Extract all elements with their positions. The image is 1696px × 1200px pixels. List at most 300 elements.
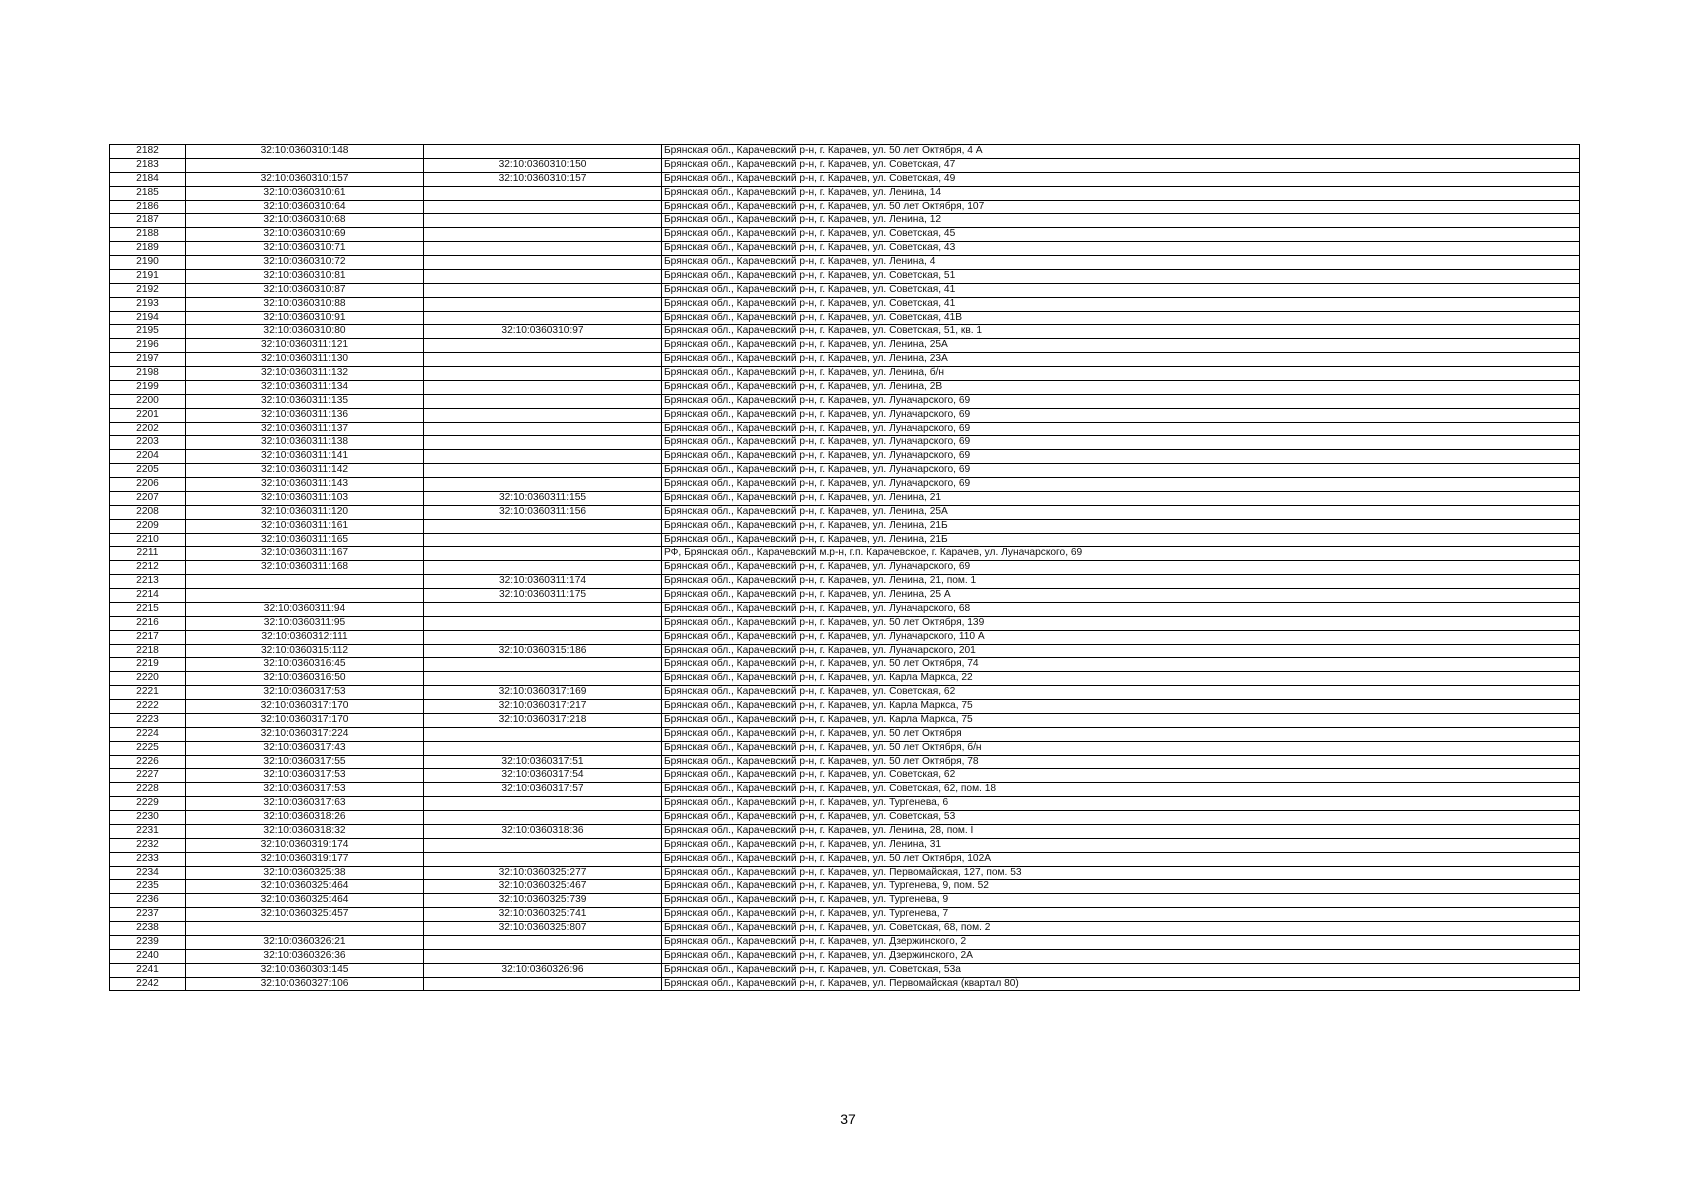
- related-cadastral-number-cell: 32:10:0360310:97: [424, 325, 662, 339]
- related-cadastral-number-cell: 32:10:0360311:155: [424, 491, 662, 505]
- related-cadastral-number-cell: [424, 602, 662, 616]
- address-cell: Брянская обл., Карачевский р-н, г. Карачев, ул. Карла Маркса, 22: [662, 672, 1580, 686]
- cadastral-number-cell: 32:10:0360311:143: [186, 478, 424, 492]
- table-row: [110, 741, 1580, 755]
- row-number-cell: 2182: [110, 145, 186, 159]
- address-cell: Брянская обл., Карачевский р-н, г. Карачев, ул. Луначарского, 69: [662, 394, 1580, 408]
- related-cadastral-number-cell: [424, 311, 662, 325]
- related-cadastral-number-cell: 32:10:0360310:150: [424, 158, 662, 172]
- cadastral-number-cell: 32:10:0360310:68: [186, 214, 424, 228]
- table-row: [110, 616, 1580, 630]
- table-row: [110, 894, 1580, 908]
- address-cell: Брянская обл., Карачевский р-н, г. Карачев, ул. Луначарского, 69: [662, 478, 1580, 492]
- cadastral-number-cell: 32:10:0360311:130: [186, 353, 424, 367]
- address-cell: Брянская обл., Карачевский р-н, г. Карачев, ул. Дзержинского, 2: [662, 935, 1580, 949]
- table-row: [110, 644, 1580, 658]
- related-cadastral-number-cell: [424, 353, 662, 367]
- row-number-cell: 2185: [110, 186, 186, 200]
- address-cell: Брянская обл., Карачевский р-н, г. Карачев, ул. Первомайская, 127, пом. 53: [662, 866, 1580, 880]
- address-cell: Брянская обл., Карачевский р-н, г. Карачев, ул. Ленина, 21, пом. 1: [662, 575, 1580, 589]
- address-cell: Брянская обл., Карачевский р-н, г. Карачев, ул. Ленина, 23А: [662, 353, 1580, 367]
- cadastral-number-cell: 32:10:0360317:53: [186, 769, 424, 783]
- table-row: [110, 908, 1580, 922]
- related-cadastral-number-cell: [424, 547, 662, 561]
- related-cadastral-number-cell: 32:10:0360317:217: [424, 700, 662, 714]
- related-cadastral-number-cell: [424, 228, 662, 242]
- address-cell: Брянская обл., Карачевский р-н, г. Карачев, ул. Луначарского, 69: [662, 408, 1580, 422]
- cadastral-number-cell: 32:10:0360311:161: [186, 519, 424, 533]
- row-number-cell: 2216: [110, 616, 186, 630]
- table-row: [110, 422, 1580, 436]
- cadastral-number-cell: 32:10:0360311:132: [186, 367, 424, 381]
- row-number-cell: 2230: [110, 811, 186, 825]
- table-row: [110, 491, 1580, 505]
- address-cell: Брянская обл., Карачевский р-н, г. Карачев, ул. Советская, 43: [662, 242, 1580, 256]
- address-cell: Брянская обл., Карачевский р-н, г. Карачев, ул. Карла Маркса, 75: [662, 713, 1580, 727]
- row-number-cell: 2229: [110, 797, 186, 811]
- related-cadastral-number-cell: [424, 949, 662, 963]
- related-cadastral-number-cell: [424, 838, 662, 852]
- cadastral-number-cell: 32:10:0360310:88: [186, 297, 424, 311]
- row-number-cell: 2195: [110, 325, 186, 339]
- related-cadastral-number-cell: [424, 658, 662, 672]
- related-cadastral-number-cell: [424, 478, 662, 492]
- related-cadastral-number-cell: 32:10:0360317:54: [424, 769, 662, 783]
- cadastral-number-cell: 32:10:0360311:138: [186, 436, 424, 450]
- related-cadastral-number-cell: 32:10:0360318:36: [424, 824, 662, 838]
- table-row: [110, 297, 1580, 311]
- address-cell: Брянская обл., Карачевский р-н, г. Карачев, ул. Советская, 41: [662, 297, 1580, 311]
- row-number-cell: 2220: [110, 672, 186, 686]
- row-number-cell: 2240: [110, 949, 186, 963]
- cadastral-number-cell: 32:10:0360317:224: [186, 727, 424, 741]
- cadastral-number-cell: 32:10:0360317:170: [186, 713, 424, 727]
- table-row: [110, 242, 1580, 256]
- table-row: [110, 436, 1580, 450]
- address-cell: Брянская обл., Карачевский р-н, г. Карачев, ул. Луначарского, 69: [662, 561, 1580, 575]
- cadastral-number-cell: 32:10:0360318:32: [186, 824, 424, 838]
- cadastral-number-cell: 32:10:0360310:71: [186, 242, 424, 256]
- related-cadastral-number-cell: [424, 200, 662, 214]
- table-row: [110, 408, 1580, 422]
- cadastral-number-cell: 32:10:0360303:145: [186, 963, 424, 977]
- cadastral-number-cell: 32:10:0360310:81: [186, 269, 424, 283]
- row-number-cell: 2227: [110, 769, 186, 783]
- address-cell: Брянская обл., Карачевский р-н, г. Карачев, ул. Луначарского, 69: [662, 422, 1580, 436]
- related-cadastral-number-cell: [424, 408, 662, 422]
- row-number-cell: 2192: [110, 283, 186, 297]
- row-number-cell: 2212: [110, 561, 186, 575]
- address-cell: Брянская обл., Карачевский р-н, г. Карачев, ул. Карла Маркса, 75: [662, 700, 1580, 714]
- address-cell: Брянская обл., Карачевский р-н, г. Карачев, ул. Советская, 41: [662, 283, 1580, 297]
- table-row: [110, 769, 1580, 783]
- row-number-cell: 2193: [110, 297, 186, 311]
- row-number-cell: 2183: [110, 158, 186, 172]
- address-cell: Брянская обл., Карачевский р-н, г. Карачев, ул. Советская, 62: [662, 686, 1580, 700]
- address-cell: Брянская обл., Карачевский р-н, г. Карачев, ул. Ленина, 2В: [662, 380, 1580, 394]
- related-cadastral-number-cell: [424, 269, 662, 283]
- row-number-cell: 2211: [110, 547, 186, 561]
- table-row: [110, 630, 1580, 644]
- related-cadastral-number-cell: [424, 394, 662, 408]
- row-number-cell: 2222: [110, 700, 186, 714]
- cadastral-number-cell: 32:10:0360317:55: [186, 755, 424, 769]
- row-number-cell: 2231: [110, 824, 186, 838]
- cadastral-number-cell: 32:10:0360311:94: [186, 602, 424, 616]
- address-cell: Брянская обл., Карачевский р-н, г. Карачев, ул. Тургенева, 7: [662, 908, 1580, 922]
- table-row: [110, 325, 1580, 339]
- row-number-cell: 2199: [110, 380, 186, 394]
- address-cell: Брянская обл., Карачевский р-н, г. Карачев, ул. Советская, 68, пом. 2: [662, 922, 1580, 936]
- address-cell: Брянская обл., Карачевский р-н, г. Карачев, ул. Советская, 47: [662, 158, 1580, 172]
- row-number-cell: 2191: [110, 269, 186, 283]
- row-number-cell: 2188: [110, 228, 186, 242]
- related-cadastral-number-cell: [424, 519, 662, 533]
- cadastral-number-cell: 32:10:0360325:464: [186, 880, 424, 894]
- table-row: [110, 214, 1580, 228]
- table-row: [110, 713, 1580, 727]
- related-cadastral-number-cell: [424, 186, 662, 200]
- related-cadastral-number-cell: [424, 977, 662, 991]
- row-number-cell: 2214: [110, 589, 186, 603]
- cadastral-number-cell: 32:10:0360311:103: [186, 491, 424, 505]
- row-number-cell: 2198: [110, 367, 186, 381]
- cadastral-number-cell: 32:10:0360326:36: [186, 949, 424, 963]
- row-number-cell: 2226: [110, 755, 186, 769]
- table-row: [110, 575, 1580, 589]
- cadastral-number-cell: [186, 589, 424, 603]
- table-row: [110, 589, 1580, 603]
- address-cell: Брянская обл., Карачевский р-н, г. Карачев, ул. Ленина, 21Б: [662, 533, 1580, 547]
- row-number-cell: 2213: [110, 575, 186, 589]
- address-cell: Брянская обл., Карачевский р-н, г. Карачев, ул. 50 лет Октября: [662, 727, 1580, 741]
- address-cell: Брянская обл., Карачевский р-н, г. Карачев, ул. Ленина, 12: [662, 214, 1580, 228]
- related-cadastral-number-cell: [424, 422, 662, 436]
- address-cell: Брянская обл., Карачевский р-н, г. Карачев, ул. Луначарского, 69: [662, 464, 1580, 478]
- cadastral-number-cell: 32:10:0360316:45: [186, 658, 424, 672]
- cadastral-number-cell: 32:10:0360310:87: [186, 283, 424, 297]
- related-cadastral-number-cell: [424, 811, 662, 825]
- table-row: [110, 922, 1580, 936]
- address-cell: Брянская обл., Карачевский р-н, г. Карачев, ул. Советская, 62, пом. 18: [662, 783, 1580, 797]
- address-cell: Брянская обл., Карачевский р-н, г. Карачев, ул. Луначарского, 69: [662, 436, 1580, 450]
- related-cadastral-number-cell: [424, 672, 662, 686]
- address-cell: РФ, Брянская обл., Карачевский м.р-н, г.п. Карачевское, г. Карачев, ул. Луначарского, 69: [662, 547, 1580, 561]
- cadastral-number-cell: 32:10:0360311:135: [186, 394, 424, 408]
- address-cell: Брянская обл., Карачевский р-н, г. Карачев, ул. Советская, 41В: [662, 311, 1580, 325]
- related-cadastral-number-cell: 32:10:0360317:57: [424, 783, 662, 797]
- address-cell: Брянская обл., Карачевский р-н, г. Карачев, ул. 50 лет Октября, 107: [662, 200, 1580, 214]
- row-number-cell: 2202: [110, 422, 186, 436]
- cadastral-number-cell: 32:10:0360317:43: [186, 741, 424, 755]
- cadastral-number-cell: 32:10:0360311:134: [186, 380, 424, 394]
- table-row: [110, 533, 1580, 547]
- related-cadastral-number-cell: [424, 464, 662, 478]
- row-number-cell: 2217: [110, 630, 186, 644]
- cadastral-number-cell: 32:10:0360311:95: [186, 616, 424, 630]
- address-cell: Брянская обл., Карачевский р-н, г. Карачев, ул. Луначарского, 69: [662, 450, 1580, 464]
- address-cell: Брянская обл., Карачевский р-н, г. Карачев, ул. Дзержинского, 2А: [662, 949, 1580, 963]
- cadastral-number-cell: 32:10:0360311:142: [186, 464, 424, 478]
- table-row: [110, 478, 1580, 492]
- address-cell: Брянская обл., Карачевский р-н, г. Карачев, ул. 50 лет Октября, 78: [662, 755, 1580, 769]
- related-cadastral-number-cell: [424, 297, 662, 311]
- row-number-cell: 2239: [110, 935, 186, 949]
- row-number-cell: 2190: [110, 256, 186, 270]
- related-cadastral-number-cell: 32:10:0360317:169: [424, 686, 662, 700]
- cadastral-number-cell: 32:10:0360317:53: [186, 686, 424, 700]
- related-cadastral-number-cell: [424, 935, 662, 949]
- cadastral-number-cell: 32:10:0360310:69: [186, 228, 424, 242]
- row-number-cell: 2197: [110, 353, 186, 367]
- address-cell: Брянская обл., Карачевский р-н, г. Карачев, ул. Первомайская (квартал 80): [662, 977, 1580, 991]
- cadastral-number-cell: 32:10:0360317:63: [186, 797, 424, 811]
- table-row: [110, 602, 1580, 616]
- row-number-cell: 2196: [110, 339, 186, 353]
- address-cell: Брянская обл., Карачевский р-н, г. Карачев, ул. Советская, 51, кв. 1: [662, 325, 1580, 339]
- row-number-cell: 2209: [110, 519, 186, 533]
- address-cell: Брянская обл., Карачевский р-н, г. Карачев, ул. Советская, 62: [662, 769, 1580, 783]
- table-row: [110, 450, 1580, 464]
- address-cell: Брянская обл., Карачевский р-н, г. Карачев, ул. 50 лет Октября, 102А: [662, 852, 1580, 866]
- cadastral-number-cell: 32:10:0360326:21: [186, 935, 424, 949]
- address-cell: Брянская обл., Карачевский р-н, г. Карачев, ул. Ленина, 25А: [662, 339, 1580, 353]
- cadastral-number-cell: 32:10:0360325:38: [186, 866, 424, 880]
- row-number-cell: 2224: [110, 727, 186, 741]
- row-number-cell: 2203: [110, 436, 186, 450]
- row-number-cell: 2237: [110, 908, 186, 922]
- related-cadastral-number-cell: [424, 214, 662, 228]
- related-cadastral-number-cell: 32:10:0360326:96: [424, 963, 662, 977]
- cadastral-number-cell: [186, 922, 424, 936]
- page-number: 37: [840, 1111, 856, 1127]
- cadastral-number-cell: 32:10:0360319:177: [186, 852, 424, 866]
- address-cell: Брянская обл., Карачевский р-н, г. Карачев, ул. Советская, 53: [662, 811, 1580, 825]
- cadastral-number-cell: 32:10:0360311:167: [186, 547, 424, 561]
- table-row: [110, 963, 1580, 977]
- address-cell: Брянская обл., Карачевский р-н, г. Карачев, ул. Ленина, 21Б: [662, 519, 1580, 533]
- cadastral-number-cell: 32:10:0360327:106: [186, 977, 424, 991]
- cadastral-number-cell: 32:10:0360311:137: [186, 422, 424, 436]
- address-cell: Брянская обл., Карачевский р-н, г. Карачев, ул. 50 лет Октября, 74: [662, 658, 1580, 672]
- table-row: [110, 658, 1580, 672]
- cadastral-number-cell: 32:10:0360312:111: [186, 630, 424, 644]
- row-number-cell: 2221: [110, 686, 186, 700]
- cadastral-number-cell: 32:10:0360311:136: [186, 408, 424, 422]
- row-number-cell: 2210: [110, 533, 186, 547]
- table-row: [110, 380, 1580, 394]
- table-row: [110, 686, 1580, 700]
- related-cadastral-number-cell: 32:10:0360325:467: [424, 880, 662, 894]
- table-row: [110, 880, 1580, 894]
- registry-table: [109, 144, 1580, 991]
- cadastral-number-cell: 32:10:0360311:141: [186, 450, 424, 464]
- address-cell: Брянская обл., Карачевский р-н, г. Карачев, ул. Ленина, 28, пом. I: [662, 824, 1580, 838]
- table-row: [110, 505, 1580, 519]
- row-number-cell: 2234: [110, 866, 186, 880]
- related-cadastral-number-cell: [424, 436, 662, 450]
- related-cadastral-number-cell: [424, 145, 662, 159]
- cadastral-number-cell: 32:10:0360317:53: [186, 783, 424, 797]
- table-row: [110, 852, 1580, 866]
- address-cell: Брянская обл., Карачевский р-н, г. Карачев, ул. 50 лет Октября, 4 А: [662, 145, 1580, 159]
- table-row: [110, 935, 1580, 949]
- row-number-cell: 2228: [110, 783, 186, 797]
- table-row: [110, 172, 1580, 186]
- related-cadastral-number-cell: 32:10:0360317:51: [424, 755, 662, 769]
- table-row: [110, 186, 1580, 200]
- address-cell: Брянская обл., Карачевский р-н, г. Карачев, ул. Ленина, 14: [662, 186, 1580, 200]
- cadastral-number-cell: 32:10:0360310:157: [186, 172, 424, 186]
- cadastral-number-cell: 32:10:0360310:64: [186, 200, 424, 214]
- row-number-cell: 2215: [110, 602, 186, 616]
- address-cell: Брянская обл., Карачевский р-н, г. Карачев, ул. Луначарского, 68: [662, 602, 1580, 616]
- related-cadastral-number-cell: [424, 727, 662, 741]
- address-cell: Брянская обл., Карачевский р-н, г. Карачев, ул. Тургенева, 9, пом. 52: [662, 880, 1580, 894]
- table-row: [110, 367, 1580, 381]
- row-number-cell: 2223: [110, 713, 186, 727]
- related-cadastral-number-cell: 32:10:0360310:157: [424, 172, 662, 186]
- cadastral-number-cell: 32:10:0360311:165: [186, 533, 424, 547]
- table-row: [110, 339, 1580, 353]
- row-number-cell: 2232: [110, 838, 186, 852]
- address-cell: Брянская обл., Карачевский р-н, г. Карачев, ул. Советская, 49: [662, 172, 1580, 186]
- related-cadastral-number-cell: 32:10:0360317:218: [424, 713, 662, 727]
- table-row: [110, 283, 1580, 297]
- cadastral-number-cell: 32:10:0360310:91: [186, 311, 424, 325]
- related-cadastral-number-cell: [424, 561, 662, 575]
- address-cell: Брянская обл., Карачевский р-н, г. Карачев, ул. Ленина, 31: [662, 838, 1580, 852]
- related-cadastral-number-cell: [424, 533, 662, 547]
- table-row: [110, 866, 1580, 880]
- address-cell: Брянская обл., Карачевский р-н, г. Карачев, ул. Ленина, 25 А: [662, 589, 1580, 603]
- table-row: [110, 824, 1580, 838]
- cadastral-number-cell: 32:10:0360311:121: [186, 339, 424, 353]
- table-row: [110, 311, 1580, 325]
- row-number-cell: 2201: [110, 408, 186, 422]
- address-cell: Брянская обл., Карачевский р-н, г. Карачев, ул. Луначарского, 110 А: [662, 630, 1580, 644]
- address-cell: Брянская обл., Карачевский р-н, г. Карачев, ул. Луначарского, 201: [662, 644, 1580, 658]
- cadastral-number-cell: [186, 575, 424, 589]
- row-number-cell: 2189: [110, 242, 186, 256]
- row-number-cell: 2207: [110, 491, 186, 505]
- registry-table-body: [110, 145, 1580, 991]
- row-number-cell: 2186: [110, 200, 186, 214]
- table-row: [110, 200, 1580, 214]
- address-cell: Брянская обл., Карачевский р-н, г. Карачев, ул. Ленина, 25А: [662, 505, 1580, 519]
- cadastral-number-cell: 32:10:0360310:148: [186, 145, 424, 159]
- address-cell: Брянская обл., Карачевский р-н, г. Карачев, ул. Ленина, б/н: [662, 367, 1580, 381]
- related-cadastral-number-cell: [424, 741, 662, 755]
- table-row: [110, 811, 1580, 825]
- row-number-cell: 2206: [110, 478, 186, 492]
- related-cadastral-number-cell: [424, 256, 662, 270]
- address-cell: Брянская обл., Карачевский р-н, г. Карачев, ул. Советская, 51: [662, 269, 1580, 283]
- row-number-cell: 2194: [110, 311, 186, 325]
- row-number-cell: 2208: [110, 505, 186, 519]
- table-row: [110, 561, 1580, 575]
- row-number-cell: 2236: [110, 894, 186, 908]
- cadastral-number-cell: 32:10:0360310:61: [186, 186, 424, 200]
- address-cell: Брянская обл., Карачевский р-н, г. Карачев, ул. Тургенева, 6: [662, 797, 1580, 811]
- cadastral-number-cell: 32:10:0360316:50: [186, 672, 424, 686]
- table-row: [110, 700, 1580, 714]
- cadastral-number-cell: 32:10:0360318:26: [186, 811, 424, 825]
- row-number-cell: 2241: [110, 963, 186, 977]
- row-number-cell: 2235: [110, 880, 186, 894]
- row-number-cell: 2233: [110, 852, 186, 866]
- related-cadastral-number-cell: [424, 616, 662, 630]
- related-cadastral-number-cell: 32:10:0360325:277: [424, 866, 662, 880]
- table-row: [110, 755, 1580, 769]
- related-cadastral-number-cell: [424, 630, 662, 644]
- table-row: [110, 145, 1580, 159]
- table-row: [110, 727, 1580, 741]
- related-cadastral-number-cell: 32:10:0360315:186: [424, 644, 662, 658]
- table-row: [110, 672, 1580, 686]
- address-cell: Брянская обл., Карачевский р-н, г. Карачев, ул. Ленина, 4: [662, 256, 1580, 270]
- address-cell: Брянская обл., Карачевский р-н, г. Карачев, ул. Тургенева, 9: [662, 894, 1580, 908]
- related-cadastral-number-cell: [424, 339, 662, 353]
- address-cell: Брянская обл., Карачевский р-н, г. Карачев, ул. 50 лет Октября, 139: [662, 616, 1580, 630]
- related-cadastral-number-cell: 32:10:0360311:174: [424, 575, 662, 589]
- row-number-cell: 2219: [110, 658, 186, 672]
- cadastral-number-cell: 32:10:0360319:174: [186, 838, 424, 852]
- table-row: [110, 464, 1580, 478]
- related-cadastral-number-cell: [424, 367, 662, 381]
- cadastral-number-cell: 32:10:0360311:120: [186, 505, 424, 519]
- related-cadastral-number-cell: [424, 797, 662, 811]
- cadastral-number-cell: 32:10:0360310:80: [186, 325, 424, 339]
- row-number-cell: 2242: [110, 977, 186, 991]
- address-cell: Брянская обл., Карачевский р-н, г. Карачев, ул. Советская, 53а: [662, 963, 1580, 977]
- row-number-cell: 2200: [110, 394, 186, 408]
- related-cadastral-number-cell: 32:10:0360325:739: [424, 894, 662, 908]
- related-cadastral-number-cell: [424, 242, 662, 256]
- row-number-cell: 2187: [110, 214, 186, 228]
- table-row: [110, 394, 1580, 408]
- row-number-cell: 2205: [110, 464, 186, 478]
- address-cell: Брянская обл., Карачевский р-н, г. Карачев, ул. 50 лет Октября, б/н: [662, 741, 1580, 755]
- table-row: [110, 228, 1580, 242]
- table-row: [110, 838, 1580, 852]
- related-cadastral-number-cell: [424, 283, 662, 297]
- table-row: [110, 353, 1580, 367]
- table-row: [110, 783, 1580, 797]
- table-row: [110, 797, 1580, 811]
- table-row: [110, 949, 1580, 963]
- table-row: [110, 158, 1580, 172]
- table-row: [110, 519, 1580, 533]
- table-row: [110, 547, 1580, 561]
- table-row: [110, 269, 1580, 283]
- cadastral-number-cell: 32:10:0360325:457: [186, 908, 424, 922]
- related-cadastral-number-cell: 32:10:0360311:156: [424, 505, 662, 519]
- related-cadastral-number-cell: 32:10:0360325:807: [424, 922, 662, 936]
- cadastral-number-cell: 32:10:0360311:168: [186, 561, 424, 575]
- row-number-cell: 2204: [110, 450, 186, 464]
- address-cell: Брянская обл., Карачевский р-н, г. Карачев, ул. Советская, 45: [662, 228, 1580, 242]
- related-cadastral-number-cell: [424, 380, 662, 394]
- row-number-cell: 2225: [110, 741, 186, 755]
- address-cell: Брянская обл., Карачевский р-н, г. Карачев, ул. Ленина, 21: [662, 491, 1580, 505]
- row-number-cell: 2218: [110, 644, 186, 658]
- cadastral-number-cell: [186, 158, 424, 172]
- related-cadastral-number-cell: [424, 852, 662, 866]
- cadastral-number-cell: 32:10:0360317:170: [186, 700, 424, 714]
- row-number-cell: 2184: [110, 172, 186, 186]
- row-number-cell: 2238: [110, 922, 186, 936]
